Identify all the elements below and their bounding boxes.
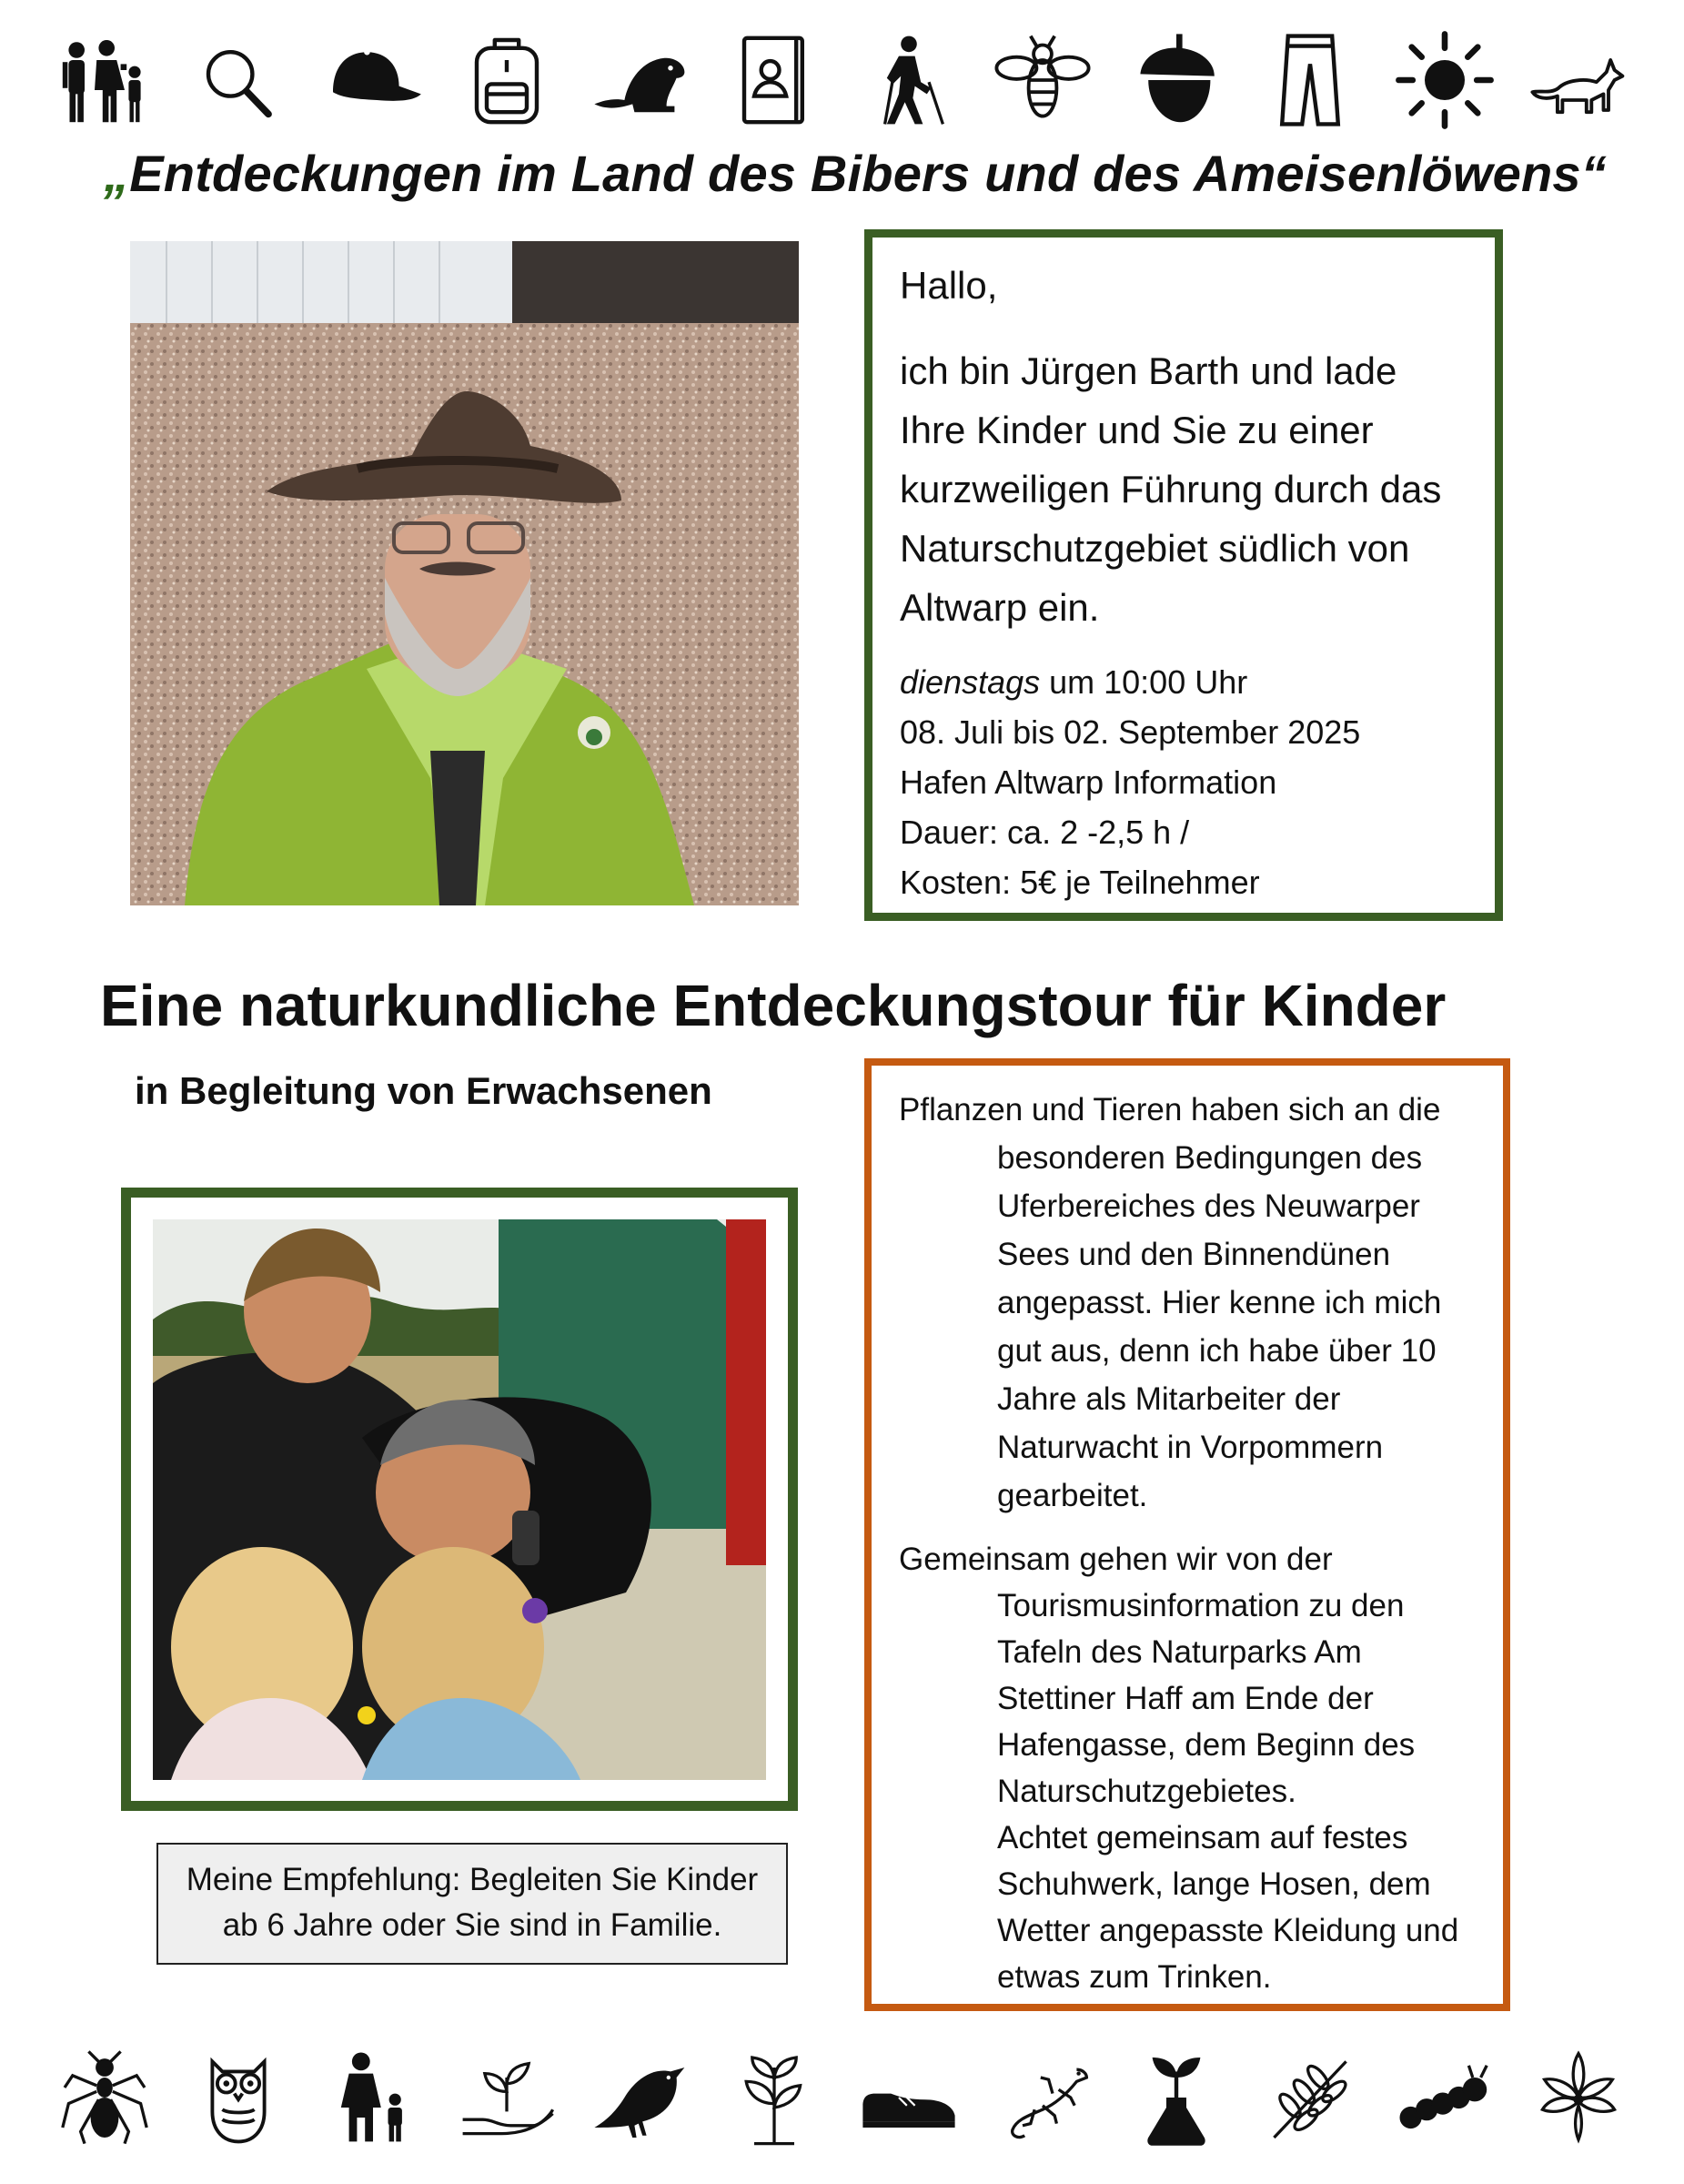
description-line: besonderen Bedingungen des (997, 1140, 1423, 1176)
subtitle: in Begleitung von Erwachsenen (135, 1069, 712, 1112)
intro-line: kurzweiligen Führung durch das (900, 468, 1442, 511)
tour-place: Hafen Altwarp Information (900, 763, 1277, 801)
description-paragraph-1 (899, 1086, 1488, 1520)
intro-line: Ihre Kinder und Sie zu einer (900, 409, 1374, 451)
beaver-icon (590, 30, 691, 130)
main-title: Eine naturkundliche Entdeckungstour für Kinder (100, 973, 1447, 1038)
description-line: Achtet gemeinsam auf festes (997, 1820, 1408, 1855)
caterpillar-icon (1395, 2048, 1495, 2148)
trousers-icon (1260, 30, 1360, 130)
bee-icon (993, 30, 1093, 130)
tour-duration: Dauer: ca. 2 -2,5 h / (900, 814, 1190, 851)
shoe-icon (859, 2048, 959, 2148)
children-photo-frame (121, 1188, 798, 1811)
acorn-icon (1126, 30, 1226, 130)
description-box (864, 1058, 1510, 2011)
intro-box (864, 229, 1503, 921)
tour-time (900, 657, 1467, 707)
flower-icon (1528, 2048, 1629, 2148)
description-line: Tourismusinformation zu den (997, 1588, 1405, 1623)
description-line: Stettiner Haff am Ende der (997, 1681, 1374, 1716)
tour-dates: 08. Juli bis 02. September 2025 (900, 713, 1361, 751)
description-line: gut aus, denn ich habe über 10 (997, 1333, 1437, 1369)
guidebook-icon (724, 30, 824, 130)
owl-icon (188, 2048, 288, 2148)
parent-child-icon (323, 2048, 423, 2148)
description-line: Uferbereiches des Neuwarper (997, 1188, 1420, 1224)
recommendation-box (156, 1843, 788, 1965)
backpack-icon (457, 30, 557, 130)
intro-line: ich bin Jürgen Barth und lade (900, 349, 1397, 392)
description-line: Wetter angepasste Kleidung und (997, 1913, 1459, 1948)
top-icon-row (55, 25, 1629, 135)
tour-time-text: um 10:00 Uhr (1040, 663, 1248, 701)
intro-line: Naturschutzgebiet südlich von (900, 527, 1410, 570)
magnifier-icon (188, 30, 288, 130)
intro-line: Altwarp ein. (900, 586, 1100, 629)
family-icon (55, 30, 155, 130)
recommendation-line: ab 6 Jahre oder Sie sind in Familie. (222, 1907, 722, 1943)
description-paragraph-2 (899, 1536, 1488, 2000)
description-line: Tafeln des Naturparks Am (997, 1634, 1362, 1670)
headline-close-quote: “ (1580, 145, 1607, 202)
lizard-icon (993, 2048, 1093, 2148)
tour-details (900, 657, 1467, 907)
description-line: Naturwacht in Vorpommern (997, 1430, 1384, 1465)
bird-icon (590, 2048, 691, 2148)
description-line: Gemeinsam gehen wir von der (899, 1542, 1333, 1577)
description-line: Hafengasse, dem Beginn des (997, 1727, 1416, 1763)
headline-text: Entdeckungen im Land des Bibers und des Ameisenlöwens (129, 145, 1581, 202)
description-line: angepasst. Hier kenne ich mich (997, 1285, 1442, 1320)
twig-icon (1260, 2048, 1360, 2148)
description-line: Sees und den Binnendünen (997, 1237, 1391, 1272)
sun-icon (1395, 30, 1495, 130)
tour-day: dienstags (900, 663, 1041, 701)
fox-icon (1528, 30, 1629, 130)
description-line: Jahre als Mitarbeiter der (997, 1381, 1341, 1417)
description-line: Pflanzen und Tieren haben sich an die (899, 1092, 1441, 1127)
hiker-icon (859, 30, 959, 130)
intro-text (900, 341, 1467, 637)
greeting: Hallo, (900, 264, 998, 307)
cap-icon (323, 30, 423, 130)
children-exploring-photo (153, 1219, 766, 1780)
guide-portrait-photo (130, 241, 799, 905)
hand-plant-icon (457, 2048, 557, 2148)
flask-plant-icon (1126, 2048, 1226, 2148)
tour-cost: Kosten: 5€ je Teilnehmer (900, 864, 1260, 901)
description-line: gearbeitet. (997, 1478, 1148, 1513)
headline (64, 144, 1647, 203)
bottom-icon-row (55, 2043, 1629, 2152)
description-line: Naturschutzgebietes. (997, 1774, 1296, 1809)
description-line: etwas zum Trinken. (997, 1959, 1272, 1995)
description-line: Schuhwerk, lange Hosen, dem (997, 1866, 1431, 1902)
sprout-icon (724, 2048, 824, 2148)
ant-icon (55, 2048, 155, 2148)
headline-open-quote: „ (104, 145, 130, 202)
recommendation-line: Meine Empfehlung: Begleiten Sie Kinder (186, 1862, 759, 1897)
